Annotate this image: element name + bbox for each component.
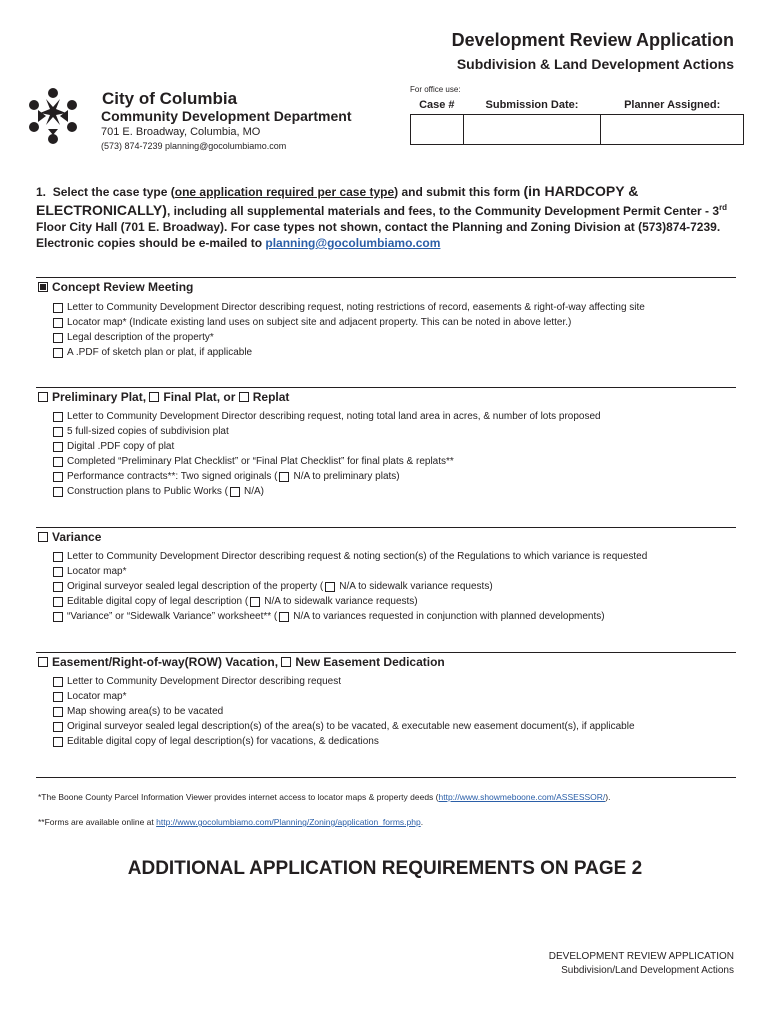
checkbox[interactable] [53,612,63,622]
na-checkbox[interactable] [230,487,240,497]
section-concept-header: Concept Review Meeting [38,280,193,294]
forms-link[interactable]: http://www.gocolumbiamo.com/Planning/Zoning/application_forms.php [156,817,421,827]
office-col-date: Submission Date: [485,99,579,112]
list-item: A .PDF of sketch plan or plat, if applicable [53,345,645,360]
checkbox[interactable] [53,597,63,607]
row-vacation-checkbox[interactable] [38,657,48,667]
section-variance-header: Variance [38,530,101,544]
concept-checkbox[interactable] [38,282,48,292]
list-item: Map showing area(s) to be vacated [53,704,635,719]
checkbox[interactable] [53,427,63,437]
checkbox[interactable] [53,707,63,717]
list-item: Locator map* [53,689,635,704]
list-item: Locator map* [53,564,647,579]
department-address: 701 E. Broadway, Columbia, MO [101,126,261,138]
city-name: City of Columbia [102,89,238,108]
divider [36,277,736,278]
na-checkbox[interactable] [325,582,335,592]
na-checkbox[interactable] [250,597,260,607]
list-item: Construction plans to Public Works ( N/A) [53,484,601,499]
list-item: Locator map* (Indicate existing land uses on subject site and adjacent property. This can be noted in above letter.) [53,315,645,330]
checkbox[interactable] [53,692,63,702]
plat-items [53,409,601,499]
footer-subtitle: Subdivision/Land Development Actions [561,965,734,976]
office-use-table [410,97,744,145]
checkbox[interactable] [53,567,63,577]
replat-checkbox[interactable] [239,392,249,402]
list-item: Original surveyor sealed legal description(s) of the area(s) to be vacated, & executable new easement document(s), if applicable [53,719,635,734]
checkbox[interactable] [53,472,63,482]
list-item: Letter to Community Development Director describing request [53,674,635,689]
concept-items [53,300,645,360]
variance-checkbox[interactable] [38,532,48,542]
checkbox[interactable] [53,677,63,687]
case-number-field[interactable] [411,114,464,144]
section-easement-header: Easement/Right-of-way(ROW) Vacation, New Easement Dedication [38,655,445,669]
preliminary-plat-checkbox[interactable] [38,392,48,402]
easement-items [53,674,635,749]
list-item: Performance contracts**: Two signed originals ( N/A to preliminary plats) [53,469,601,484]
footnote-forms: **Forms are available online at http://www.gocolumbiamo.com/Planning/Zoning/application_forms.php. [38,817,424,827]
city-logo-icon [26,85,80,147]
list-item: Letter to Community Development Director describing request & noting section(s) of the Regulations to which variance is requested [53,549,647,564]
divider [36,527,736,528]
office-use-label: For office use: [410,85,461,94]
divider [36,652,736,653]
section-plat-header: Preliminary Plat, Final Plat, or Replat [38,390,289,404]
footnote-parcel-viewer: *The Boone County Parcel Information Viewer provides internet access to locator maps & property deeds (http://www.showmeboone.com/ASSESSOR/). [38,792,611,802]
checkbox[interactable] [53,487,63,497]
checkbox[interactable] [53,722,63,732]
list-item: Legal description of the property* [53,330,645,345]
page-subtitle: Subdivision & Land Development Actions [456,56,734,72]
checkbox[interactable] [53,442,63,452]
instructions: 1. Select the case type (one application required per case type) and submit this form (in HARDCOPY & ELECTRONICALLY), including all supplemental materials and fees, to the Community Development Permit Center - 3rd Floor City Hall (701 E. Broadway). For case types not shown, contact the Planning and Zoning Division at (573)874-7239. Electronic copies should be e-mailed to planning@gocolumbiamo.com [36,183,728,250]
new-easement-checkbox[interactable] [281,657,291,667]
checkbox[interactable] [53,582,63,592]
email-link[interactable]: planning@gocolumbiamo.com [265,236,441,250]
department-name: Community Development Department [101,108,352,124]
assessor-link[interactable]: http://www.showmeboone.com/ASSESSOR/ [438,792,606,802]
na-checkbox[interactable] [279,612,289,622]
additional-requirements-heading: ADDITIONAL APPLICATION REQUIREMENTS ON PAGE 2 [127,858,643,879]
list-item: 5 full-sized copies of subdivision plat [53,424,601,439]
checkbox[interactable] [53,457,63,467]
list-item: Digital .PDF copy of plat [53,439,601,454]
checkbox[interactable] [53,318,63,328]
checkbox[interactable] [53,348,63,358]
list-item: Editable digital copy of legal description ( N/A to sidewalk variance requests) [53,594,647,609]
footer-title: DEVELOPMENT REVIEW APPLICATION [548,951,734,962]
list-item: “Variance” or “Sidewalk Variance” worksheet** ( N/A to variances requested in conjunction with planned developments) [53,609,647,624]
list-item: Letter to Community Development Director describing request, noting total land area in acres, & number of lots proposed [53,409,601,424]
divider [36,777,736,778]
list-item: Editable digital copy of legal description(s) for vacations, & dedications [53,734,635,749]
divider [36,387,736,388]
list-item: Original surveyor sealed legal description of the property ( N/A to sidewalk variance requests) [53,579,647,594]
list-item: Letter to Community Development Director describing request, noting restrictions of record, easements & right-of-way affecting site [53,300,645,315]
na-checkbox[interactable] [279,472,289,482]
checkbox[interactable] [53,737,63,747]
department-contact: (573) 874-7239 planning@gocolumbiamo.com [101,141,287,151]
office-col-case: Case # [419,99,455,112]
checkbox[interactable] [53,552,63,562]
submission-date-field[interactable] [463,114,601,144]
variance-items [53,549,647,624]
list-item: Completed “Preliminary Plat Checklist” or “Final Plat Checklist” for final plats & replats** [53,454,601,469]
checkbox[interactable] [53,303,63,313]
final-plat-checkbox[interactable] [149,392,159,402]
checkbox[interactable] [53,333,63,343]
page-title: Development Review Application [451,30,734,50]
planner-assigned-field[interactable] [601,114,744,144]
office-col-planner: Planner Assigned: [624,99,721,112]
checkbox[interactable] [53,412,63,422]
